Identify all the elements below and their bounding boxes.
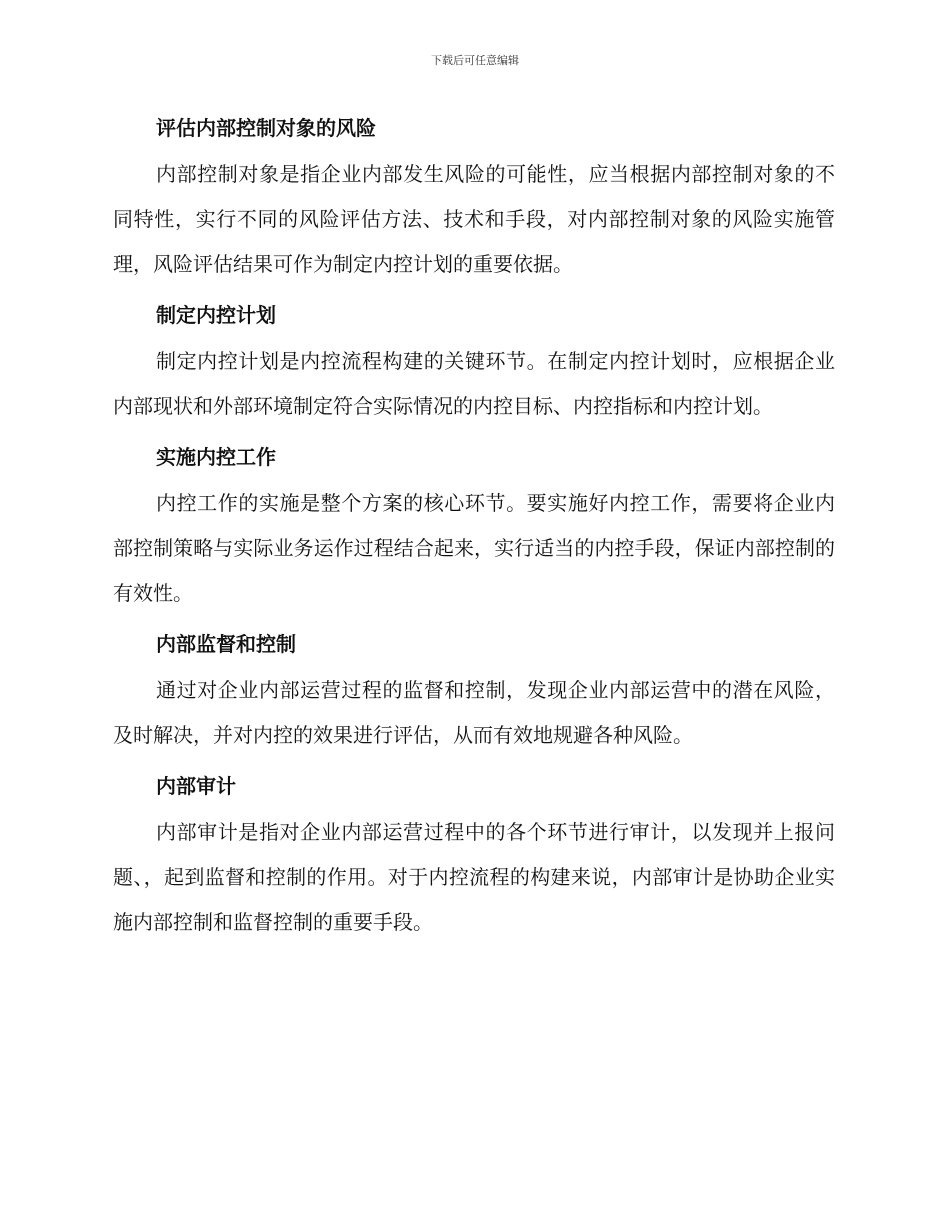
section-heading-internal-audit: 内部审计 bbox=[156, 774, 236, 798]
section-body-risk-assessment: 内部控制对象是指企业内部发生风险的可能性，应当根据内部控制对象的不同特性，实行不同的风险评估方法、技术和手段，对内部控制对象的风险实施管理，风险评估结果可作为制定内控计划的重要依据。 bbox=[113, 162, 835, 276]
section-heading-control-plan: 制定内控计划 bbox=[156, 303, 276, 327]
section-heading-supervision: 内部监督和控制 bbox=[156, 632, 296, 656]
section-heading-implementation: 实施内控工作 bbox=[156, 445, 276, 469]
section-body-implementation: 内控工作的实施是整个方案的核心环节。要实施好内控工作，需要将企业内部控制策略与实际业务运作过程结合起来，实行适当的内控手段，保证内部控制的有效性。 bbox=[113, 491, 835, 605]
section-body-control-plan: 制定内控计划是内控流程构建的关键环节。在制定内控计划时，应根据企业内部现状和外部环境制定符合实际情况的内控目标、内控指标和内控计划。 bbox=[113, 349, 835, 418]
section-body-internal-audit: 内部审计是指对企业内部运营过程中的各个环节进行审计，以发现并上报问题、，起到监督和控制的作用。对于内控流程的构建来说，内部审计是协助企业实施内部控制和监督控制的重要手段。 bbox=[113, 820, 835, 934]
page-header-note: 下载后可任意编辑 bbox=[431, 54, 519, 67]
section-body-supervision: 通过对企业内部运营过程的监督和控制，发现企业内部运营中的潜在风险，及时解决，并对内控的效果进行评估，从而有效地规避各种风险。 bbox=[113, 678, 835, 747]
section-heading-risk-assessment: 评估内部控制对象的风险 bbox=[156, 116, 376, 140]
document-body bbox=[113, 110, 835, 945]
